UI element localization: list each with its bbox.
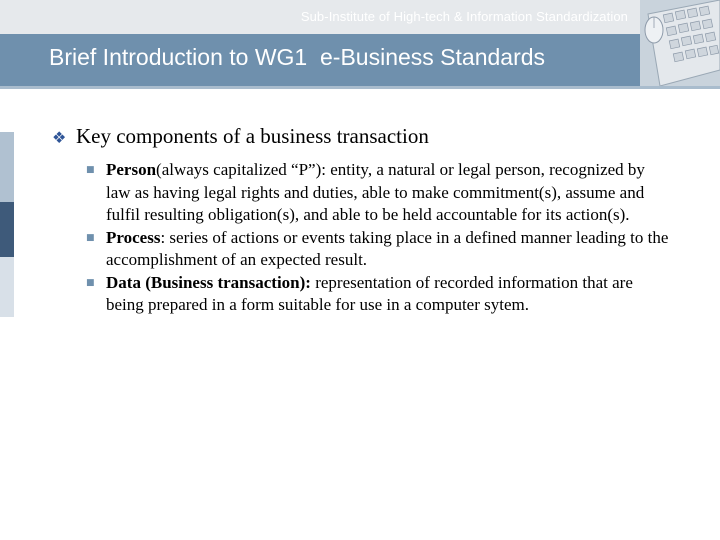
list-item-text	[106, 227, 672, 272]
organization-name: Sub-Institute of High-tech & Information Standardization	[300, 9, 628, 24]
left-accent-block	[0, 202, 14, 257]
left-accent-block	[0, 132, 14, 202]
main-bullet-text: Key components of a business transaction	[76, 124, 429, 148]
list-item	[86, 227, 672, 272]
list-item	[86, 159, 672, 227]
keyboard-mouse-icon	[640, 0, 720, 86]
term-label: Data (Business transaction):	[106, 272, 311, 292]
term-label: Process	[106, 227, 161, 247]
main-bullet-item	[52, 124, 672, 150]
sub-bullet-list	[86, 159, 672, 317]
slide-title: Brief Introduction to WG1 e-Business Standards	[49, 44, 546, 70]
square-bullet-icon: ■	[86, 232, 95, 243]
square-bullet-icon: ■	[86, 277, 95, 288]
term-definition: : series of actions or events taking place in a defined manner leading to the accomplishment of an expected result.	[106, 227, 669, 269]
list-item-text	[106, 159, 672, 227]
list-item	[86, 272, 672, 317]
diamond-bullet-icon: ❖	[52, 128, 67, 147]
term-label: Person	[106, 160, 157, 179]
square-bullet-icon: ■	[86, 165, 95, 175]
left-accent-block	[0, 89, 14, 132]
list-item-text	[106, 272, 672, 317]
slide-content	[52, 124, 672, 317]
left-accent-block	[0, 257, 14, 317]
term-definition: (always capitalized “P”): entity, a natural or legal person, recognized by law as having legal rights and duties, able to make commitment(s), assume and fulfil resulting obligation(s), and able to be held accountable for its action(s).	[106, 160, 645, 224]
term-definition: representation of recorded information that are being prepared in a form suitable for use in a computer sytem.	[106, 272, 633, 314]
